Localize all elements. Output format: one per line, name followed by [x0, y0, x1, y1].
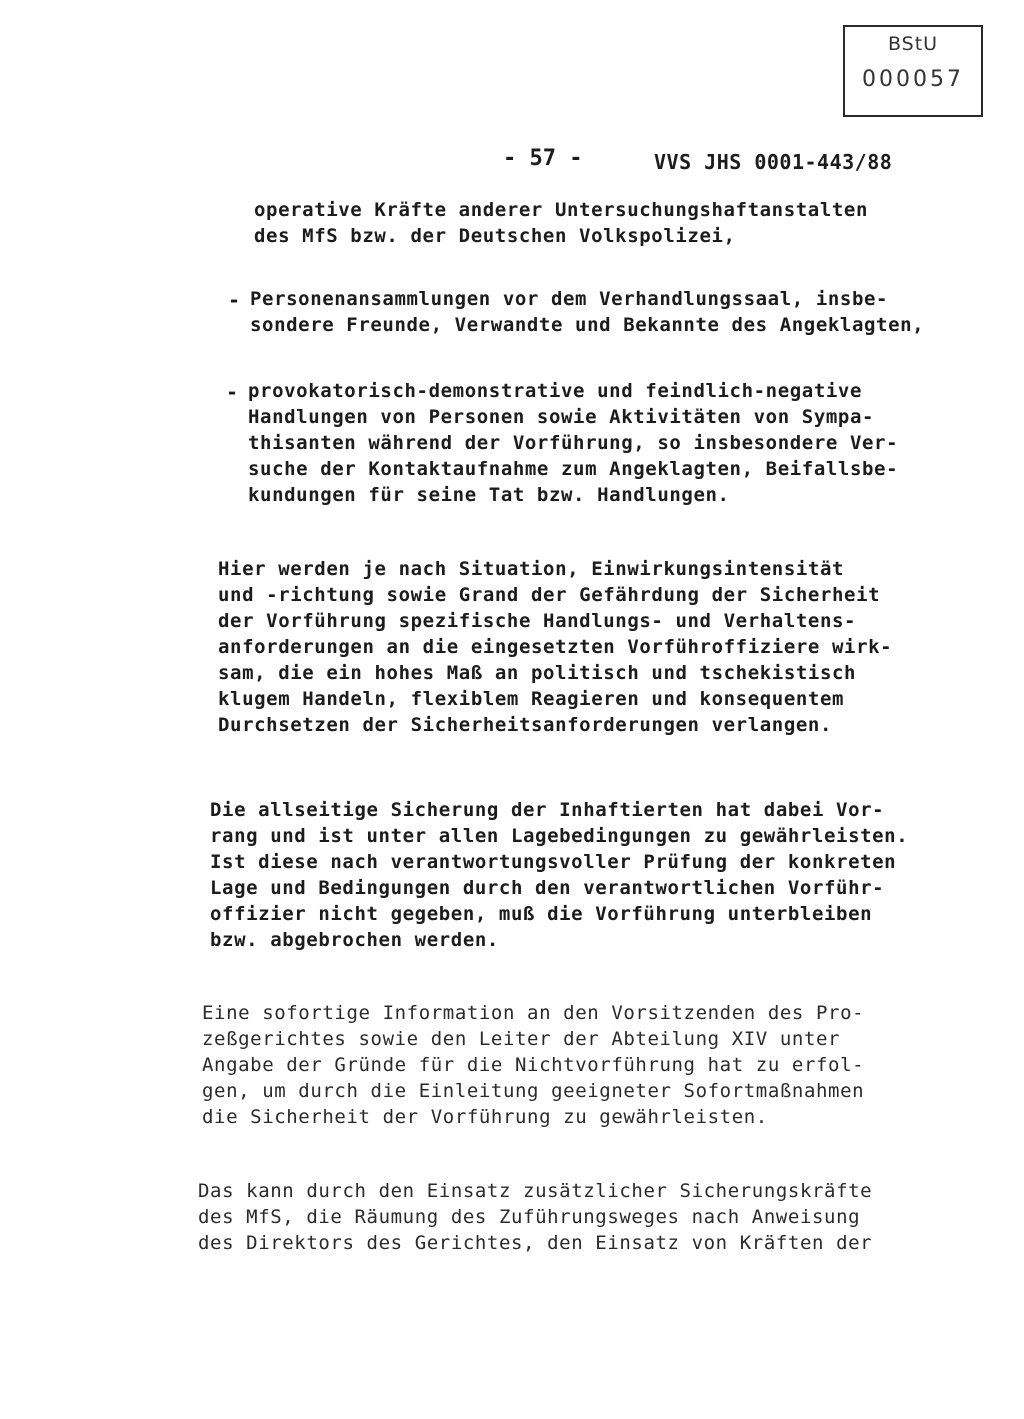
bullet-dash: - — [226, 380, 239, 404]
text-line: zeßgerichtes sowie den Leiter der Abteilung XIV unter — [202, 1028, 841, 1050]
text-line: Durchsetzen der Sicherheitsanforderungen verlangen. — [218, 714, 832, 736]
text-line: provokatorisch-demonstrative und feindlich-negative — [248, 380, 862, 402]
text-line: des MfS bzw. der Deutschen Volkspolizei, — [254, 225, 736, 247]
document-reference: VVS JHS 0001-443/88 — [654, 150, 893, 174]
text-line: die Sicherheit der Vorführung zu gewährleisten. — [202, 1106, 768, 1128]
text-line: Ist diese nach verantwortungsvoller Prüfung der konkreten — [210, 851, 897, 873]
text-line: Handlungen von Personen sowie Aktivitäten von Sympa- — [248, 406, 875, 428]
page-number: - 57 - — [503, 146, 583, 171]
text-line: Angabe der Gründe für die Nichtvorführung hat zu erfol- — [202, 1054, 865, 1076]
text-line: Die allseitige Sicherung der Inhaftierten hat dabei Vor- — [210, 799, 885, 821]
text-line: des Direktors des Gerichtes, den Einsatz von Kräften der — [198, 1232, 873, 1254]
text-line: thisanten während der Vorführung, so insbesondere Ver- — [248, 432, 899, 454]
paragraph — [198, 1178, 872, 1256]
list-item — [250, 286, 924, 338]
text-line: Hier werden je nach Situation, Einwirkungsintensität — [218, 558, 845, 580]
text-line: sondere Freunde, Verwandte und Bekannte des Angeklagten, — [250, 314, 925, 336]
text-line: operative Kräfte anderer Untersuchungshaftanstalten — [254, 199, 868, 221]
text-line: klugem Handeln, flexiblem Reagieren und konsequentem — [218, 688, 845, 710]
text-line: anforderungen an die eingesetzten Vorführoffiziere wirk- — [218, 636, 893, 658]
text-line: kundungen für seine Tat bzw. Handlungen. — [248, 484, 730, 506]
text-line: des MfS, die Räumung des Zuführungsweges nach Anweisung — [198, 1206, 861, 1228]
bullet-dash: - — [228, 288, 241, 312]
text-line: Personenansammlungen vor dem Verhandlungssaal, insbe- — [250, 288, 889, 310]
stamp-number: 000057 — [862, 67, 964, 92]
text-line: sam, die ein hohes Maß an politisch und tschekistisch — [218, 662, 857, 684]
text-line: und -richtung sowie Grand der Gefährdung der Sicherheit — [218, 584, 881, 606]
paragraph — [202, 1000, 864, 1130]
stamp-label: BStU — [887, 33, 939, 55]
text-line: bzw. abgebrochen werden. — [210, 929, 499, 951]
text-line: Lage und Bedingungen durch den verantwortlichen Vorführ- — [210, 877, 885, 899]
paragraph — [254, 197, 868, 249]
paragraph — [210, 797, 908, 953]
text-line: Eine sofortige Information an den Vorsitzenden des Pro- — [202, 1002, 865, 1024]
paragraph — [218, 556, 892, 738]
list-item — [248, 378, 898, 508]
text-line: suche der Kontaktaufnahme zum Angeklagten, Beifallsbe- — [248, 458, 899, 480]
text-line: rang und ist unter allen Lagebedingungen zu gewährleisten. — [210, 825, 909, 847]
text-line: offizier nicht gegeben, muß die Vorführung unterbleiben — [210, 903, 873, 925]
text-line: gen, um durch die Einleitung geeigneter Sofortmaßnahmen — [202, 1080, 865, 1102]
text-line: Das kann durch den Einsatz zusätzlicher Sicherungskräfte — [198, 1180, 873, 1202]
text-line: der Vorführung spezifische Handlungs- und Verhaltens- — [218, 610, 857, 632]
